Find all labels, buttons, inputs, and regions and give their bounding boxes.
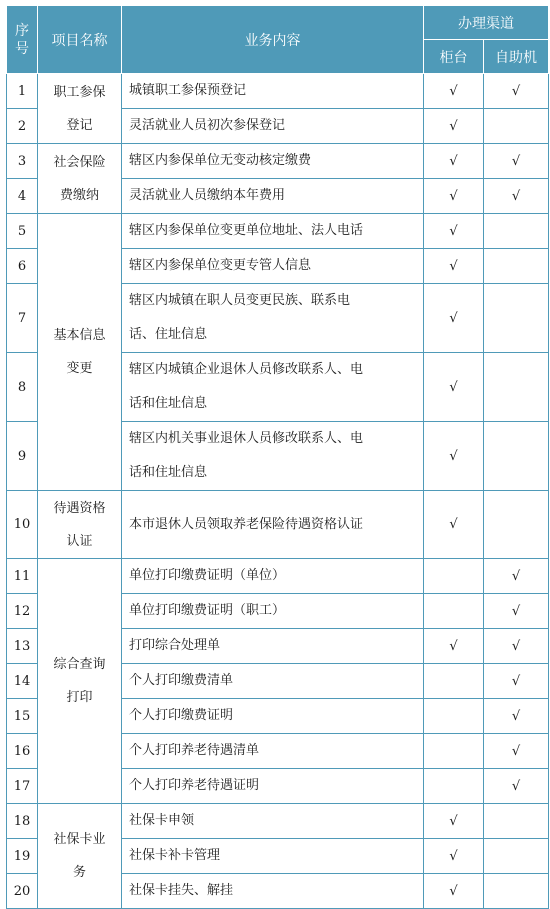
header-project-name: 项目名称 xyxy=(38,6,122,74)
business-line1: 辖区内城镇在职人员变更民族、联系电 xyxy=(129,293,351,308)
business-cell: 个人打印缴费清单 xyxy=(122,664,424,699)
self-service-check: √ xyxy=(484,74,549,109)
row-number: 10 xyxy=(7,491,38,559)
business-line1: 辖区内城镇企业退休人员修改联系人、电 xyxy=(129,362,364,377)
row-number: 11 xyxy=(7,559,38,594)
business-line2: 话和住址信息 xyxy=(129,465,208,480)
group-label-line2: 打印 xyxy=(66,690,93,705)
counter-check xyxy=(424,769,484,804)
self-service-check xyxy=(484,874,549,909)
self-service-check xyxy=(484,109,549,144)
row-number: 13 xyxy=(7,629,38,664)
self-service-check xyxy=(484,214,549,249)
self-service-check: √ xyxy=(484,144,549,179)
counter-check: √ xyxy=(424,74,484,109)
business-cell xyxy=(122,284,424,353)
self-service-check: √ xyxy=(484,769,549,804)
row-number: 16 xyxy=(7,734,38,769)
counter-check: √ xyxy=(424,353,484,422)
header-serial-number xyxy=(7,6,38,74)
business-cell xyxy=(122,353,424,422)
group-cell xyxy=(38,491,122,559)
row-number: 14 xyxy=(7,664,38,699)
business-cell: 社保卡申领 xyxy=(122,804,424,839)
counter-check: √ xyxy=(424,249,484,284)
row-number: 6 xyxy=(7,249,38,284)
business-cell: 灵活就业人员缴纳本年费用 xyxy=(122,179,424,214)
counter-check: √ xyxy=(424,109,484,144)
self-service-check xyxy=(484,353,549,422)
group-cell xyxy=(38,144,122,214)
business-cell: 单位打印缴费证明（单位） xyxy=(122,559,424,594)
self-service-check: √ xyxy=(484,629,549,664)
group-label-line1: 社保卡业 xyxy=(53,832,106,847)
self-service-check xyxy=(484,839,549,874)
counter-check: √ xyxy=(424,144,484,179)
business-cell: 打印综合处理单 xyxy=(122,629,424,664)
group-label-line1: 社会保险 xyxy=(53,154,106,170)
counter-check: √ xyxy=(424,214,484,249)
row-number: 20 xyxy=(7,874,38,909)
row-number: 17 xyxy=(7,769,38,804)
counter-check xyxy=(424,559,484,594)
group-cell xyxy=(38,559,122,804)
row-number: 1 xyxy=(7,74,38,109)
row-number: 3 xyxy=(7,144,38,179)
group-label-line1: 综合查询 xyxy=(53,657,106,672)
header-business-content: 业务内容 xyxy=(122,6,424,74)
counter-check: √ xyxy=(424,284,484,353)
business-cell: 社保卡补卡管理 xyxy=(122,839,424,874)
business-cell: 个人打印养老待遇证明 xyxy=(122,769,424,804)
row-number: 9 xyxy=(7,422,38,491)
business-cell: 辖区内参保单位变更专管人信息 xyxy=(122,249,424,284)
header-self-service: 自助机 xyxy=(484,40,549,74)
counter-check xyxy=(424,664,484,699)
row-number: 15 xyxy=(7,699,38,734)
header-serial-number-line2: 号 xyxy=(15,40,29,57)
header-counter: 柜台 xyxy=(424,40,484,74)
business-cell: 城镇职工参保预登记 xyxy=(122,74,424,109)
self-service-check: √ xyxy=(484,699,549,734)
self-service-check: √ xyxy=(484,559,549,594)
business-cell: 单位打印缴费证明（职工） xyxy=(122,594,424,629)
group-label-line2: 费缴纳 xyxy=(59,187,99,203)
row-number: 4 xyxy=(7,179,38,214)
group-label-line2: 变更 xyxy=(66,361,93,376)
business-cell: 社保卡挂失、解挂 xyxy=(122,874,424,909)
row-number: 2 xyxy=(7,109,38,144)
counter-check xyxy=(424,594,484,629)
self-service-check xyxy=(484,249,549,284)
self-service-check xyxy=(484,284,549,353)
business-line2: 话、住址信息 xyxy=(129,327,208,342)
group-cell xyxy=(38,214,122,491)
business-line1: 辖区内机关事业退休人员修改联系人、电 xyxy=(129,431,364,446)
group-label-line1: 基本信息 xyxy=(53,328,106,343)
business-line2: 话和住址信息 xyxy=(129,396,208,411)
business-cell xyxy=(122,422,424,491)
self-service-check xyxy=(484,804,549,839)
group-cell xyxy=(38,74,122,144)
business-cell: 灵活就业人员初次参保登记 xyxy=(122,109,424,144)
group-label-line1: 待遇资格 xyxy=(53,500,106,516)
counter-check: √ xyxy=(424,422,484,491)
row-number: 5 xyxy=(7,214,38,249)
business-cell: 辖区内参保单位变更单位地址、法人电话 xyxy=(122,214,424,249)
counter-check: √ xyxy=(424,491,484,559)
counter-check: √ xyxy=(424,839,484,874)
group-label-line2: 认证 xyxy=(66,533,93,549)
business-cell: 个人打印缴费证明 xyxy=(122,699,424,734)
self-service-check: √ xyxy=(484,664,549,699)
service-table xyxy=(6,5,549,909)
counter-check: √ xyxy=(424,874,484,909)
row-number: 18 xyxy=(7,804,38,839)
row-number: 7 xyxy=(7,284,38,353)
group-label-line2: 务 xyxy=(72,865,86,880)
self-service-check: √ xyxy=(484,179,549,214)
self-service-check: √ xyxy=(484,734,549,769)
counter-check: √ xyxy=(424,804,484,839)
business-cell: 辖区内参保单位无变动核定缴费 xyxy=(122,144,424,179)
group-cell xyxy=(38,804,122,909)
row-number: 19 xyxy=(7,839,38,874)
group-label-line1: 职工参保 xyxy=(53,84,106,100)
self-service-check: √ xyxy=(484,594,549,629)
business-cell: 本市退休人员领取养老保险待遇资格认证 xyxy=(122,491,424,559)
self-service-check xyxy=(484,422,549,491)
self-service-check xyxy=(484,491,549,559)
group-label-line2: 登记 xyxy=(66,117,93,133)
counter-check: √ xyxy=(424,179,484,214)
counter-check xyxy=(424,699,484,734)
row-number: 12 xyxy=(7,594,38,629)
row-number: 8 xyxy=(7,353,38,422)
header-serial-number-line1: 序 xyxy=(15,22,29,39)
business-cell: 个人打印养老待遇清单 xyxy=(122,734,424,769)
counter-check: √ xyxy=(424,629,484,664)
header-channel: 办理渠道 xyxy=(424,6,549,40)
counter-check xyxy=(424,734,484,769)
